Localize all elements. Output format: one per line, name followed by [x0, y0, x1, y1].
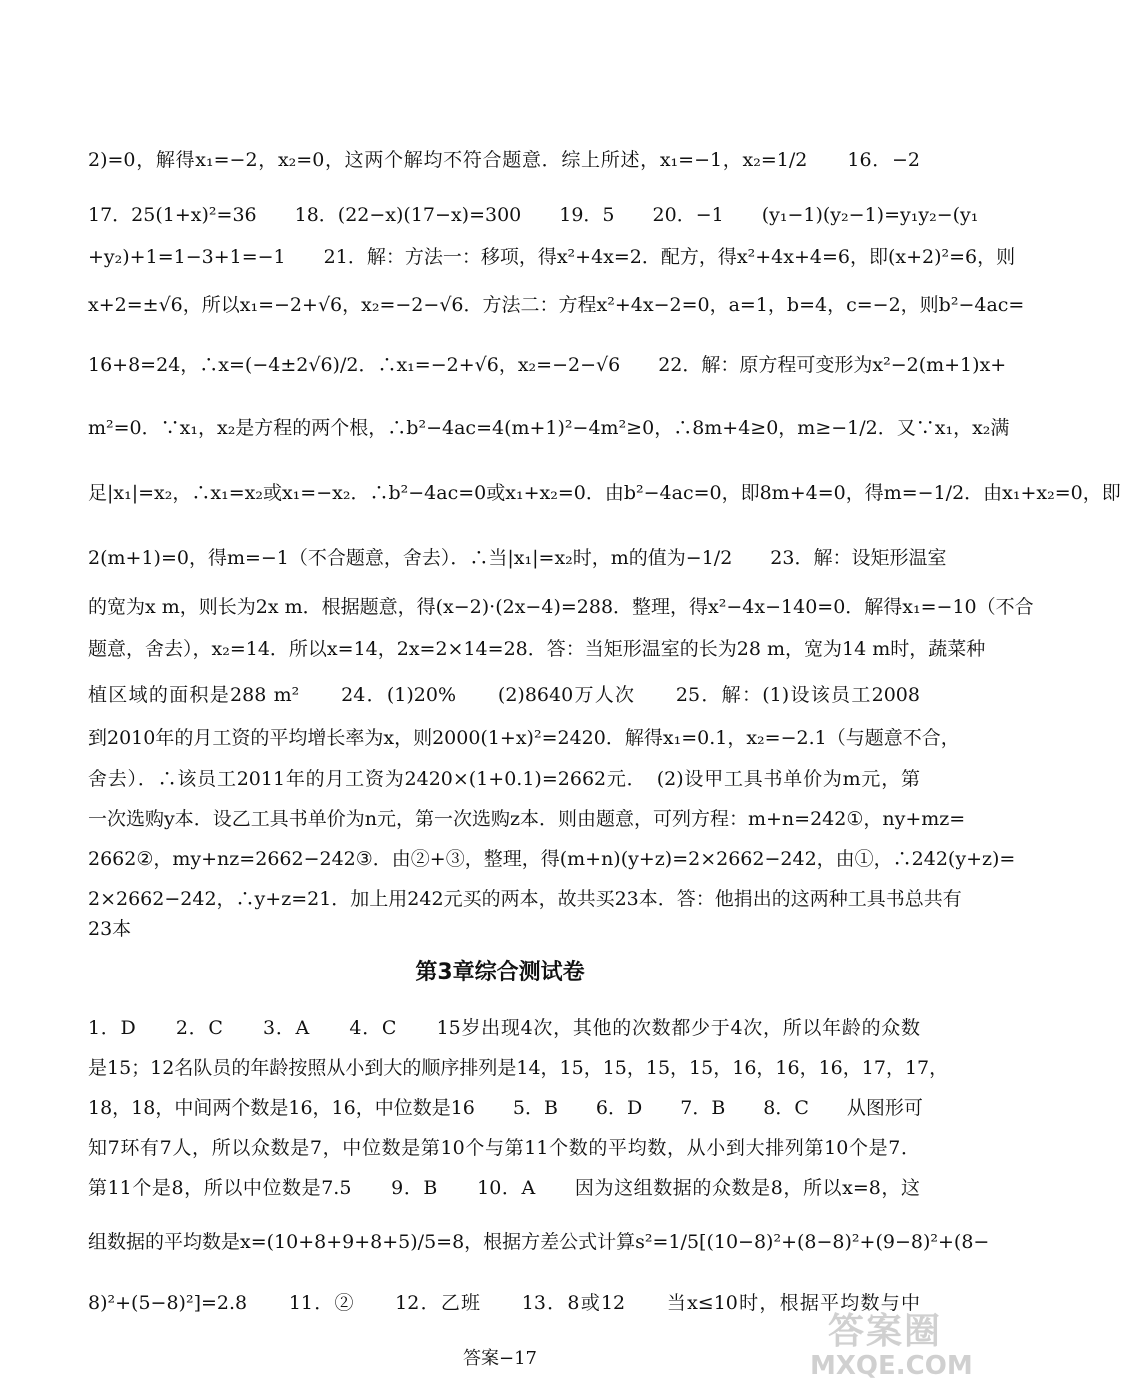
text-line: 2662②，my+nz=2662−242③．由②+③，整理，得(m+n)(y+z)=2×2662−242，由①，∴242(y+z)= [88, 848, 1016, 870]
text-line: 知7环有7人，所以众数是7，中位数是第10个与第11个数的平均数，从小到大排列第10个是7． [88, 1137, 920, 1159]
text-line: 2(m+1)=0，得m=−1（不合题意，舍去）．∴当|x₁|=x₂时，m的值为−1/2 23．解：设矩形温室 [88, 547, 947, 569]
text-line: 2)=0，解得x₁=−2，x₂=0，这两个解均不符合题意．综上所述，x₁=−1，x₂=1/2 16．−2 [88, 149, 920, 171]
text-line: 组数据的平均数是x=(10+8+9+8+5)/5=8，根据方差公式计算s²=1/5[(10−8)²+(8−8)²+(9−8)²+(8− [88, 1231, 990, 1253]
text-line: 舍去）．∴该员工2011年的月工资为2420×(1+0.1)=2662元． (2)设甲工具书单价为m元，第 [88, 768, 920, 790]
text-line: 是15；12名队员的年龄按照从小到大的顺序排列是14，15，15，15，15，16，16，16，17，17， [88, 1057, 949, 1079]
text-line: 题意，舍去），x₂=14．所以x=14，2x=2×14=28．答：当矩形温室的长为28 m，宽为14 m时，蔬菜种 [88, 638, 986, 660]
page-number: 答案−17 [463, 1348, 537, 1369]
watermark-url: MXQE.COM [810, 1351, 973, 1381]
text-line: 足|x₁|=x₂，∴x₁=x₂或x₁=−x₂．∴b²−4ac=0或x₁+x₂=0．由b²−4ac=0，即8m+4=0，得m=−1/2．由x₁+x₂=0，即 [88, 482, 1121, 504]
text-line: 16+8=24，∴x=(−4±2√6)/2．∴x₁=−2+√6，x₂=−2−√6 22．解：原方程可变形为x²−2(m+1)x+ [88, 354, 1007, 376]
text-line: +y₂)+1=1−3+1=−1 21．解：方法一：移项，得x²+4x=2．配方，得x²+4x+4=6，即(x+2)²=6，则 [88, 246, 1016, 268]
text-line: 一次选购y本．设乙工具书单价为n元，第一次选购z本．则由题意，可列方程：m+n=242①，ny+mz= [88, 808, 966, 830]
text-line: 8)²+(5−8)²]=2.8 11．② 12．乙班 13．8或12 当x≤10时，根据平均数与中 [88, 1292, 920, 1314]
text-line: 1．D 2．C 3．A 4．C 15岁出现4次，其他的次数都少于4次，所以年龄的众数 [88, 1017, 920, 1039]
section-heading: 第3章综合测试卷 [415, 960, 585, 985]
watermark-logo [810, 1311, 973, 1382]
text-line: 2×2662−242，∴y+z=21．加上用242元买的两本，故共买23本．答：他捐出的这两种工具书总共有 [88, 888, 962, 910]
text-line: 植区域的面积是288 m² 24．(1)20% (2)8640万人次 25．解：(1)设该员工2008 [88, 684, 920, 706]
text-line: 18，18，中间两个数是16，16，中位数是16 5．B 6．D 7．B 8．C 从图形可 [88, 1097, 923, 1119]
text-line: x+2=±√6，所以x₁=−2+√6，x₂=−2−√6．方法二：方程x²+4x−2=0，a=1，b=4，c=−2，则b²−4ac= [88, 294, 1025, 316]
text-line: 的宽为x m，则长为2x m．根据题意，得(x−2)·(2x−4)=288．整理，得x²−4x−140=0．解得x₁=−10（不合 [88, 596, 1034, 618]
text-line: 到2010年的月工资的平均增长率为x，则2000(1+x)²=2420．解得x₁=0.1，x₂=−2.1（与题意不合， [88, 727, 960, 749]
text-line: m²=0．∵x₁，x₂是方程的两个根，∴b²−4ac=4(m+1)²−4m²≥0，∴8m+4≥0，m≥−1/2．又∵x₁，x₂满 [88, 417, 1010, 439]
text-line: 23本 [88, 918, 132, 940]
watermark-logo-text: 答案圈 [827, 1311, 942, 1352]
text-line: 第11个是8，所以中位数是7.5 9．B 10．A 因为这组数据的众数是8，所以x=8，这 [88, 1177, 920, 1199]
text-line: 17．25(1+x)²=36 18．(22−x)(17−x)=300 19．5 20．−1 (y₁−1)(y₂−1)=y₁y₂−(y₁ [88, 204, 979, 226]
